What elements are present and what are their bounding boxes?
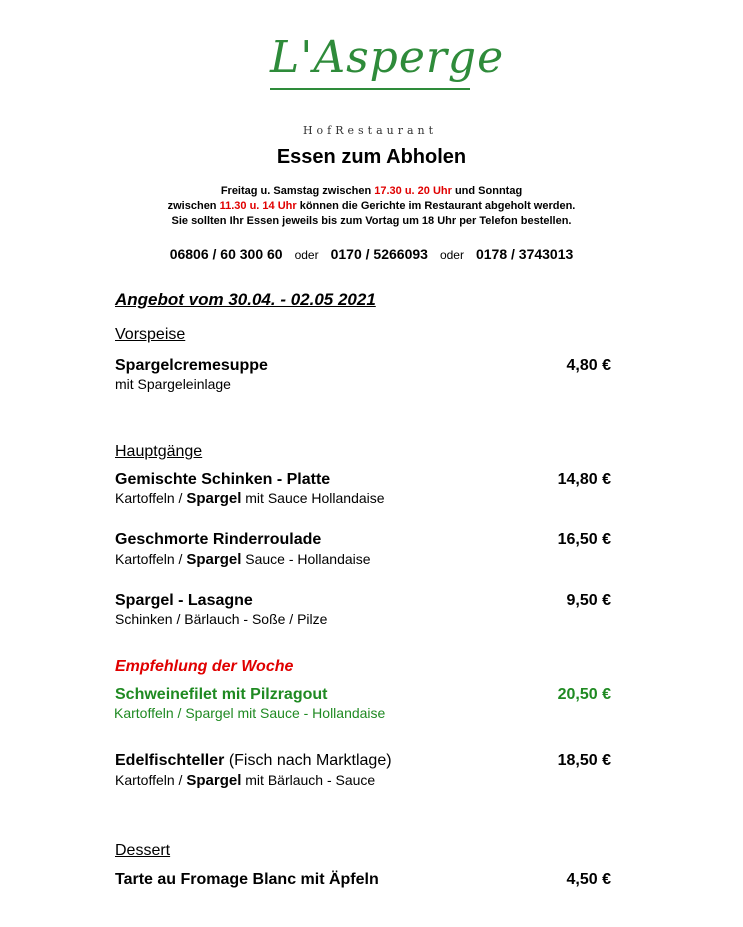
section-starter: Vorspeise xyxy=(115,326,186,343)
dish-price: 4,50 € xyxy=(566,871,611,888)
desc-highlight: Spargel xyxy=(186,551,242,568)
dish-name: Schweinefilet mit Pilzragout xyxy=(115,686,328,703)
oder-text: oder xyxy=(439,248,464,262)
logo-subtitle: HofRestaurant xyxy=(302,124,438,137)
dish-description: Kartoffeln / Spargel mit Sauce - Hollandaise xyxy=(114,705,386,721)
dish-name: Geschmorte Rinderroulade xyxy=(115,531,322,548)
dish-name: Tarte au Fromage Blanc mit Äpfeln xyxy=(115,871,379,888)
info-text: zwischen xyxy=(167,200,220,212)
logo-script-text: L'Asperge xyxy=(270,32,505,83)
phone-numbers xyxy=(0,246,743,262)
dish-name-text: Edelfischteller xyxy=(115,752,225,769)
desc-text: Kartoffeln / xyxy=(115,551,187,567)
dish-name: Spargelcremesuppe xyxy=(115,357,268,374)
recommendation-label: Empfehlung der Woche xyxy=(115,658,294,675)
desc-text: mit Sauce Hollandaise xyxy=(241,490,385,506)
sunday-times: 11.30 u. 14 Uhr xyxy=(219,200,297,212)
info-line-3: Sie sollten Ihr Essen jeweils bis zum Vortag um 18 Uhr per Telefon bestellen. xyxy=(171,215,572,227)
logo-underline xyxy=(270,88,470,90)
dish-price: 20,50 € xyxy=(557,686,611,703)
dish-name-note: (Fisch nach Marktlage) xyxy=(224,752,392,769)
dish-price: 18,50 € xyxy=(557,752,611,769)
restaurant-logo xyxy=(270,30,505,137)
info-text: können die Gerichte im Restaurant abgeholt werden. xyxy=(296,200,576,212)
info-text: Freitag u. Samstag zwischen xyxy=(220,185,375,197)
phone-2[interactable]: 0170 / 5266093 xyxy=(330,246,428,262)
dish-price: 14,80 € xyxy=(557,471,611,488)
dish-description xyxy=(115,772,375,789)
phone-3[interactable]: 0178 / 3743013 xyxy=(475,246,574,262)
dish-name xyxy=(115,752,392,770)
info-text: und Sonntag xyxy=(451,185,523,197)
oder-text: oder xyxy=(294,248,319,262)
dish-description xyxy=(115,551,371,568)
desc-highlight: Spargel xyxy=(186,490,242,507)
info-line-1 xyxy=(0,184,743,199)
desc-text: mit Bärlauch - Sauce xyxy=(241,772,376,788)
desc-text: Kartoffeln / xyxy=(115,490,187,506)
page-title: Essen zum Abholen xyxy=(276,146,467,168)
dish-price: 16,50 € xyxy=(557,531,611,548)
section-mains: Hauptgänge xyxy=(115,443,203,460)
dish-description: Schinken / Bärlauch - Soße / Pilze xyxy=(115,611,328,627)
dish-name: Gemischte Schinken - Platte xyxy=(115,471,331,488)
dish-price: 4,80 € xyxy=(566,357,611,374)
friday-saturday-times: 17.30 u. 20 Uhr xyxy=(374,185,452,197)
offer-heading: Angebot vom 30.04. - 02.05 2021 xyxy=(115,290,376,309)
phone-1[interactable]: 06806 / 60 300 60 xyxy=(169,246,283,262)
desc-highlight: Spargel xyxy=(186,772,242,789)
desc-text: Sauce - Hollandaise xyxy=(241,551,371,567)
dish-name: Spargel - Lasagne xyxy=(115,592,253,609)
dish-price: 9,50 € xyxy=(566,592,611,609)
desc-text: Kartoffeln / xyxy=(115,772,187,788)
section-dessert: Dessert xyxy=(115,842,171,859)
dish-description: mit Spargeleinlage xyxy=(115,376,231,392)
info-line-2 xyxy=(0,199,743,214)
dish-description xyxy=(115,490,385,507)
